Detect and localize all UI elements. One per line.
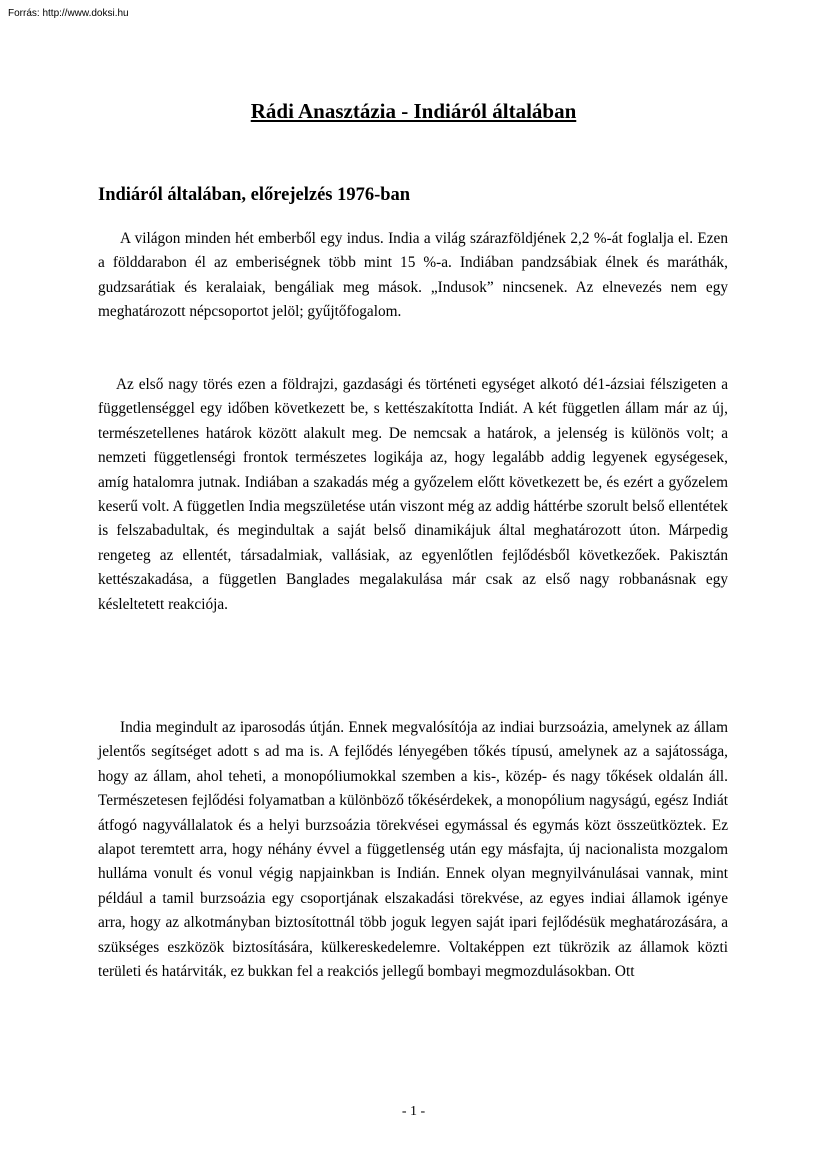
paragraph-3: India megindult az iparosodás útján. Ennek megvalósítója az indiai burzsoázia, amelynek az állam jelentős segítséget adott s ad ma is. A fejlődés lényegében tőkés típusú, amelynek az a sajátossága, hogy az állam, ahol teheti, a monopóliumokkal szemben a kis-, közép- és nagy tőkések oldalán áll. Természetesen fejlődési folyamatban a különböző tőkésérdekek, a monopólium nagyságú, egész Indiát átfogó nagyvállalatok és a helyi burzsoázia törekvései egymással és egymás közt összeütköztek. Ez alapot teremtett arra, hogy néhány évvel a függetlenség után egy másfajta, új nacionalista mozgalom hulláma vonult és vonul végig napjainkban is Indián. Ennek olyan megnyilvánulásai vannak, mint például a tamil burzsoázia egy csoportjának elszakadási törekvése, az egyes indiai államok igénye arra, hogy az alkotmányban biztosítottnál több joguk legyen saját ipari fejlődésük meghatározására, a szükséges eszközök biztosítására, külkereskedelemre. Voltaképpen ezt tükrözik az államok közti területi és határviták, ez bukkan fel a reakciós jellegű bombayi megmozdulásokban. Ott: [98, 719, 728, 981]
section-heading: Indiáról általában, előrejelzés 1976-ban: [98, 185, 411, 205]
paragraph-1: A világon minden hét emberből egy indus. India a világ szárazföldjének 2,2 %-át foglalja el. Ezen a földdarabon él az emberiségnek több mint 15 %-a. Indiában pandzsábiak élnek és maráthák, gudzsarátiak és keralaiak, bengáliak meg mások. „Indusok” nincsenek. Az elnevezés nem egy meghatározott népcsoportot jelöl; gyűjtőfogalom.: [98, 230, 728, 321]
page-number: - 1 -: [401, 1104, 426, 1119]
document-title: Rádi Anasztázia - Indiáról általában: [250, 99, 577, 123]
source-url: Forrás: http://www.doksi.hu: [8, 8, 129, 19]
paragraph-2: Az első nagy törés ezen a földrajzi, gazdasági és történeti egységet alkotó dé1-ázsiai félszigeten a függetlenséggel egy időben következett be, s kettészakította Indiát. A két független állam már az új, természetellenes határok között alakult meg. De nemcsak a határok, a jelenség is különös volt; a nemzeti függetlenségi frontok természetes logikája az, hogy legalább addig legyenek egységesek, amíg hatalomra jutnak. Indiában a szakadás még a győzelem előtt következett be, és ezért a győzelem keserű volt. A független India megszületése után viszont még az addig háttérbe szorult belső ellentétek is felszabadultak, és megindultak a saját belső dinamikájuk által meghatározott úton. Márpedig rengeteg az ellentét, társadalmiak, vallásiak, az egyenlőtlen fejlődésből következőek. Pakisztán kettészakadása, a független Banglades megalakulása már csak az első nagy robbanásnak egy késleltetett reakciója.: [98, 376, 728, 613]
